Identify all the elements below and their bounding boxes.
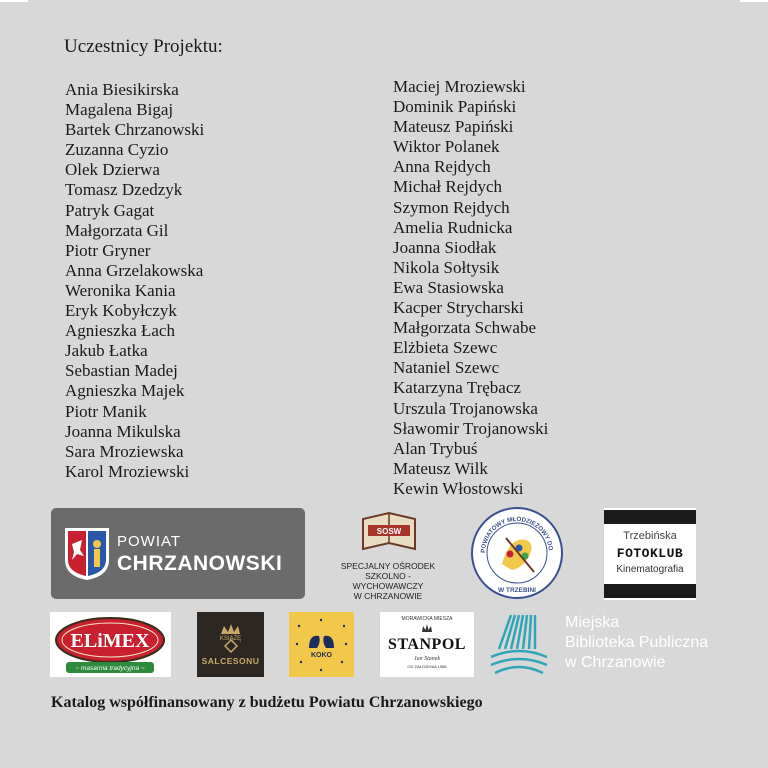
participant-name: Eryk Kobyłczyk — [65, 301, 177, 321]
footer-funding-note: Katalog współfinansowany z budżetu Powiatu Chrzanowskiego — [51, 694, 483, 711]
stanpol-logo — [380, 612, 474, 677]
mdk-bottom-text: W TRZEBINI — [498, 587, 536, 594]
crown-icon — [197, 612, 264, 677]
library-emblem-icon — [487, 609, 551, 679]
participant-name: Mateusz Papiński — [393, 117, 514, 137]
participant-name: Ania Biesikirska — [65, 80, 179, 99]
elimex-tagline: ~ masarnia tradycyjna ~ — [75, 665, 145, 672]
participant-name: Amelia Rudnicka — [393, 217, 513, 237]
elimex-logo — [50, 612, 171, 677]
mdk-emblem-icon — [470, 506, 564, 600]
sosw-badge-text: SOSW — [376, 527, 402, 536]
corner-mark-left — [0, 0, 28, 2]
mbp-line1: Miejska — [565, 614, 620, 631]
film-strip-bottom — [604, 584, 696, 598]
mbp-chrzanow-logo — [487, 609, 737, 679]
mbp-line2: Biblioteka Publiczna — [565, 634, 709, 651]
participant-name: Bartek Chrzanowski — [65, 120, 205, 140]
powiat-chrzanowski-logo — [51, 508, 305, 599]
mdk-ring-text: POWIATOWY MŁODZIEŻOWY DO — [479, 515, 554, 554]
participant-name: Piotr Manik — [65, 401, 147, 421]
participant-name: Nikola Sołtysik — [393, 257, 500, 277]
powiat-line2: CHRZANOWSKI — [117, 552, 283, 575]
participant-name: Sławomir Trojanowski — [393, 418, 549, 438]
ksiaze-salcesonu-logo — [197, 612, 264, 677]
participant-name: Katarzyna Trębacz — [393, 378, 521, 398]
participant-name: Zuzanna Cyzio — [65, 140, 169, 160]
participant-name: Ewa Stasiowska — [393, 277, 504, 297]
powiat-line1: POWIAT — [117, 533, 182, 550]
participant-name: Piotr Gryner — [65, 240, 151, 260]
participant-name: Sara Mroziewska — [65, 441, 184, 461]
participant-name: Sebastian Madej — [65, 361, 178, 381]
koko-logo — [289, 612, 354, 677]
participant-name: Urszula Trojanowska — [393, 398, 538, 418]
participant-name: Joanna Mikulska — [65, 421, 181, 441]
mdk-trzebinia-logo — [470, 506, 564, 600]
open-book-icon — [360, 509, 418, 555]
participant-name: Wiktor Polanek — [393, 137, 500, 157]
participant-name: Mateusz Wilk — [393, 458, 488, 478]
fotoklub-line2: FOTOKLUB — [616, 546, 684, 561]
participant-name: Anna Rejdych — [393, 157, 491, 177]
coat-of-arms-icon — [63, 526, 111, 582]
sosw-line2: SZKOLNO - WYCHOWAWCZY — [352, 571, 424, 591]
stanpol-name: STANPOL — [388, 636, 466, 653]
participant-name: Kewin Włostowski — [393, 478, 524, 498]
mbp-line3: w Chrzanowie — [565, 654, 666, 671]
salces-line1: KSIĄŻĘ — [219, 636, 242, 642]
page-heading: Uczestnicy Projektu: — [64, 36, 223, 57]
participant-name: Olek Dzierwa — [65, 160, 160, 180]
participant-name: Dominik Papiński — [393, 97, 517, 117]
participant-name: Michał Rejdych — [393, 177, 503, 197]
participant-name: Patryk Gagat — [65, 200, 155, 220]
stanpol-bottom: OD ZAŁOŻENIA 1988 — [407, 664, 447, 669]
sosw-logo — [332, 507, 444, 601]
sosw-line1: SPECJALNY OŚRODEK — [340, 561, 436, 571]
film-strip-top — [604, 510, 696, 524]
participant-name: Magalena Bigaj — [65, 100, 174, 120]
participant-name: Elżbieta Szewc — [393, 338, 498, 358]
participant-name: Agnieszka Łach — [65, 321, 175, 341]
participant-name: Alan Trybuś — [393, 438, 478, 458]
participant-name: Małgorzata Gil — [65, 220, 169, 240]
participant-name: Anna Grzelakowska — [65, 260, 204, 280]
fotoklub-line1: Trzebińska — [623, 530, 677, 542]
participant-name: Tomasz Dzedzyk — [65, 180, 183, 200]
roosters-icon — [289, 612, 354, 677]
participants-list-right — [393, 77, 548, 499]
fotoklub-logo — [604, 508, 696, 600]
participant-name: Szymon Rejdych — [393, 197, 510, 217]
salces-line2: SALCESONU — [201, 656, 260, 666]
elimex-emblem-icon — [50, 612, 171, 677]
participant-name: Karol Mroziewski — [65, 461, 190, 481]
participant-name: Jakub Łatka — [65, 341, 148, 361]
participant-name: Maciej Mroziewski — [393, 77, 526, 96]
participant-name: Nataniel Szewc — [393, 358, 500, 378]
participant-name: Weronika Kania — [65, 280, 176, 300]
participant-name: Kacper Strycharski — [393, 298, 524, 318]
stanpol-top: MORAWICKA MIESZA — [401, 616, 453, 622]
sosw-line3: W CHRZANOWIE — [353, 591, 423, 601]
koko-label: KOKO — [311, 652, 332, 659]
participant-name: Agnieszka Majek — [65, 381, 185, 401]
corner-mark-right — [740, 0, 768, 2]
elimex-brand: ELiMEX — [70, 630, 150, 652]
participant-name: Joanna Siodłak — [393, 237, 497, 257]
fotoklub-line3: Kinematografia — [616, 564, 684, 575]
participants-list-left — [65, 80, 204, 482]
participant-name: Małgorzata Schwabe — [393, 318, 537, 338]
stanpol-signature: Jan Stanek — [413, 656, 441, 662]
